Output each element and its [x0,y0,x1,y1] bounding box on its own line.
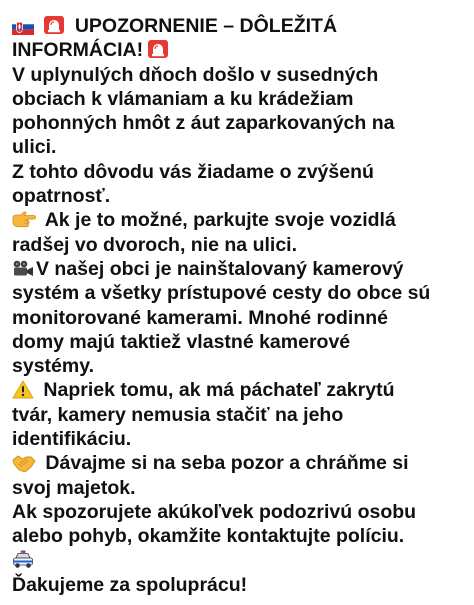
paragraph-line: radšej vo dvoroch, nie na ulici. [12,233,297,256]
police-light-icon [43,15,65,35]
paragraph-line: obciach k vlámaniam a ku krádežiam [12,87,354,110]
paragraph-line: systémy. [12,355,95,378]
parking-advice-line [12,208,462,232]
paragraph-line: alebo pohyb, okamžite kontaktujte políciu. [12,525,405,548]
paragraph-line: pohonných hmôt z áut zaparkovaných na [12,112,395,135]
paragraph-line: domy majú taktiež vlastné kamerové [12,330,351,353]
police-car-line [12,549,462,573]
pointing-right-icon [12,211,36,229]
heading-line-2 [12,38,462,62]
heading-line-1 [12,14,462,38]
police-car-icon [12,550,34,570]
camera-info-text: V našej obci je nainštalovaný kamerový [36,257,404,280]
heading-text-part1: UPOZORNENIE – DÔLEŽITÁ [74,15,338,37]
paragraph-line: ulici. [12,136,57,159]
movie-camera-icon [12,260,34,278]
camera-info-line [12,257,462,281]
paragraph-line: tvár, kamery nemusia stačiť na jeho [12,403,344,426]
paragraph-line: opatrnosť. [12,185,111,208]
warning-icon [12,380,34,399]
slovakia-flag-icon [12,19,34,35]
paragraph-line: V uplynulých dňoch došlo v susedných [12,63,379,86]
paragraph-line: identifikáciu. [12,428,132,451]
heading-text-part2: INFORMÁCIA! [12,39,144,62]
warning-line [12,378,462,402]
closing-thanks: Ďakujeme za spoluprácu! [12,573,248,596]
paragraph-line: Ak spozorujete akúkoľvek podozrivú osobu [12,500,417,523]
parking-advice-text: Ak je to možné, parkujte svoje vozidlá [44,209,396,232]
paragraph-line: monitorované kamerami. Mnohé rodinné [12,306,388,329]
paragraph-line: Z tohto dôvodu vás žiadame o zvýšenú [12,160,374,183]
handshake-text: Dávajme si na seba pozor a chráňme si [45,452,409,475]
handshake-icon [12,454,36,472]
warning-text: Napriek tomu, ak má páchateľ zakrytú [43,379,395,402]
police-light-icon [147,39,169,59]
handshake-line [12,451,462,475]
paragraph-line: systém a všetky prístupové cesty do obce sú [12,282,431,305]
paragraph-line: svoj majetok. [12,476,136,499]
